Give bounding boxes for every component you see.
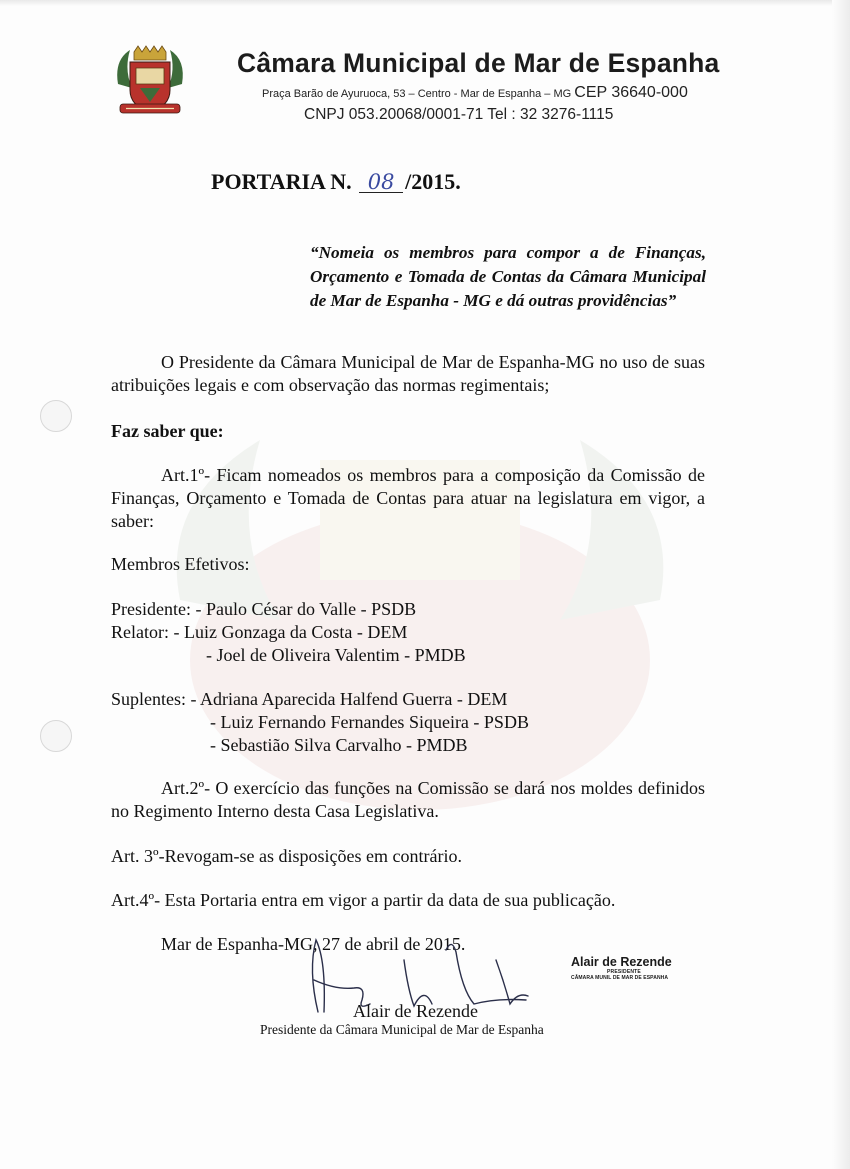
stamp-institution: CÂMARA MUNIL DE MAR DE ESPANHA	[571, 975, 669, 981]
institution-title: Câmara Municipal de Mar de Espanha	[237, 48, 720, 78]
punch-hole-bottom	[40, 720, 72, 752]
article-2: Art.2º- O exercício das funções na Comissão se dará nos moldes definidos no Regimento Interno desta Casa Legislativa.	[111, 778, 705, 821]
document-title	[211, 169, 461, 195]
signature-stamp	[571, 955, 681, 981]
title-prefix: PORTARIA N.	[211, 169, 352, 194]
article-4: Art.4º- Esta Portaria entra em vigor a partir da data de sua publicação.	[111, 890, 616, 910]
stamp-title: PRESIDENTE	[607, 969, 641, 975]
member-president: Presidente: - Paulo César do Valle - PSDB	[111, 599, 417, 619]
coat-of-arms-icon	[112, 44, 188, 120]
member-third: - Joel de Oliveira Valentim - PMDB	[206, 645, 466, 665]
substitute-first: Suplentes: - Adriana Aparecida Halfend Guerra - DEM	[111, 689, 508, 709]
punch-hole-top	[40, 400, 72, 432]
signatory-name: Alair de Rezende	[353, 1001, 478, 1021]
substitute-second: - Luiz Fernando Fernandes Siqueira - PSDB	[210, 712, 529, 732]
article-1: Art.1º- Ficam nomeados os membros para a composição da Comissão de Finanças, Orçamento e Tomada de Contas para atuar na legislatura em vigor, a saber:	[111, 465, 705, 531]
article-3: Art. 3º-Revogam-se as disposições em contrário.	[111, 846, 462, 866]
place-and-date: Mar de Espanha-MG, 27 de abril de 2015.	[161, 934, 466, 954]
cnpj-phone-line: CNPJ 053.20068/0001-71 Tel : 32 3276-1115	[304, 106, 614, 123]
stamp-name: Alair de Rezende	[571, 955, 672, 969]
institution-address	[262, 84, 688, 102]
scan-edge-right	[832, 0, 850, 1169]
preamble-paragraph: O Presidente da Câmara Municipal de Mar de Espanha-MG no uso de suas atribuições legais e com observação das normas regimentais;	[111, 352, 705, 395]
substitute-third: - Sebastião Silva Carvalho - PMDB	[210, 735, 468, 755]
members-heading: Membros Efetivos:	[111, 554, 250, 574]
handwritten-number: 08	[359, 172, 403, 193]
faz-saber-heading: Faz saber que:	[111, 421, 224, 441]
member-relator: Relator: - Luiz Gonzaga da Costa - DEM	[111, 622, 408, 642]
title-suffix: /2015.	[405, 169, 461, 194]
signatory-role: Presidente da Câmara Municipal de Mar de Espanha	[260, 1022, 544, 1037]
scan-edge-top	[0, 0, 850, 6]
address-text: Praça Barão de Ayuruoca, 53 – Centro - Mar de Espanha – MG	[262, 88, 572, 100]
ementa-summary: “Nomeia os membros para compor a de Finanças, Orçamento e Tomada de Contas da Câmara Municipal de Mar de Espanha - MG e dá outras providências”	[310, 243, 706, 310]
cep-text: CEP 36640-000	[574, 84, 688, 101]
